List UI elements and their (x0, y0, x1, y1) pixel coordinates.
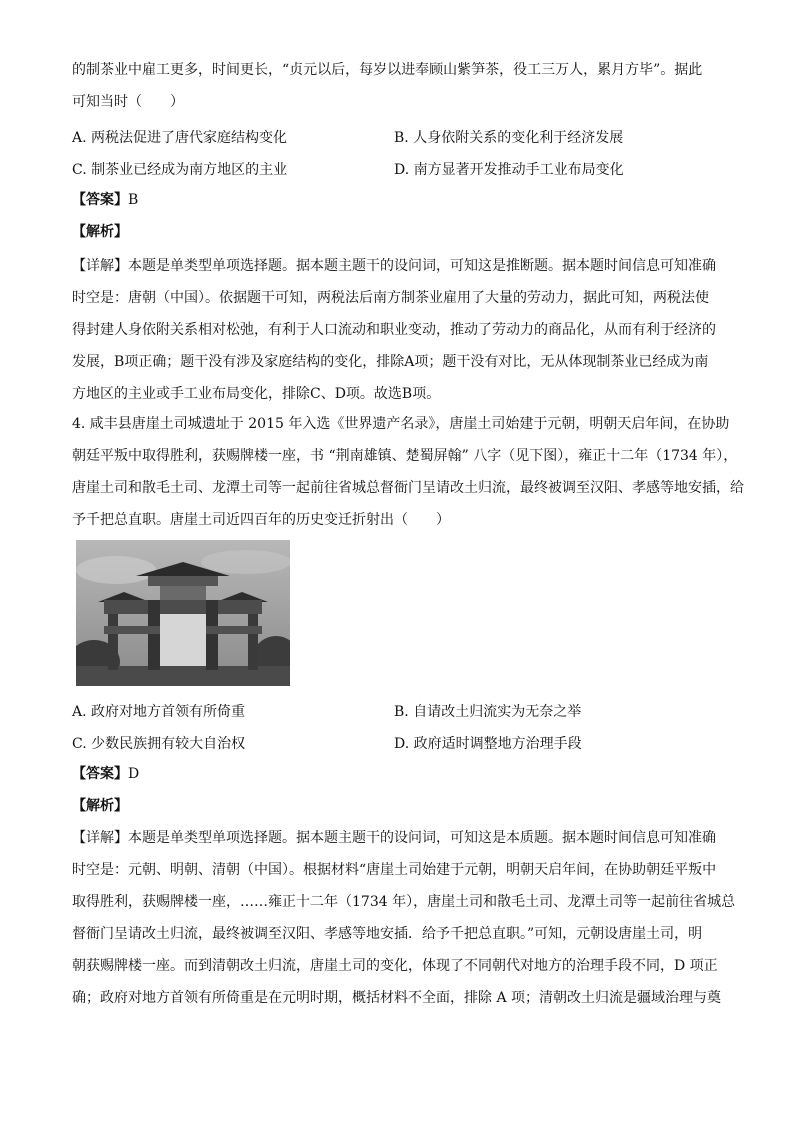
q4-stem-line-2: 朝廷平叛中取得胜利，获赐牌楼一座，书 “荆南雄镇、楚蜀屏翰” 八字（见下图），雍正十二年（1734 年）， (72, 448, 738, 464)
archway-illustration (76, 540, 290, 686)
q3-detail-line-3: 得封建人身依附关系相对松弛，有利于人口流动和职业变动，推动了劳动力的商品化，从而有利于经济的 (72, 322, 716, 338)
q3-detail-line-5: 方地区的主业或手工业布局变化，排除C、D项。故选B项。 (72, 386, 441, 402)
q4-option-c: C. 少数民族拥有较大自治权 (72, 736, 246, 752)
q3-detail-line-1: 【详解】本题是单类型单项选择题。据本题主题干的设问词，可知这是推断题。据本题时间信息可知准确 (72, 258, 716, 274)
q3-option-c: C. 制茶业已经成为南方地区的主业 (72, 162, 288, 178)
q4-analysis-tag: 【解析】 (72, 798, 128, 814)
q4-option-a: A. 政府对地方首领有所倚重 (72, 704, 246, 720)
archway-photo (76, 540, 290, 686)
q4-stem-line-4: 予千把总直职。唐崖土司近四百年的历史变迁折射出（ ） (72, 512, 450, 528)
q4-detail-line-4: 督衙门呈请改土归流，最终被调至汉阳、孝感等地安插．给予千把总直职。”可知，元朝设唐崖土司，明 (72, 926, 703, 942)
q4-detail-line-2: 时空是：元朝、明朝、清朝（中国）。根据材料“唐崖土司始建于元朝，明朝天启年间，在协助朝廷平叛中 (72, 862, 717, 878)
q3-stem-line-1: 的制茶业中雇工更多，时间更长，“贞元以后，每岁以进奉顾山紫笋茶，役工三万人，累月方毕”。据此 (72, 62, 703, 78)
q3-analysis-tag: 【解析】 (72, 224, 128, 240)
q3-answer-value: B (128, 192, 139, 208)
q4-answer-tag: 【答案】 (72, 766, 128, 782)
q4-option-d: D. 政府适时调整地方治理手段 (394, 736, 582, 752)
q4-stem-line-3: 唐崖土司和散毛土司、龙潭土司等一起前往省城总督衙门呈请改土归流，最终被调至汉阳、孝感等地安插，给 (72, 480, 744, 496)
q4-stem-line-1: 4. 咸丰县唐崖土司城遗址于 2015 年入选《世界遗产名录》，唐崖土司始建于元朝，明朝天启年间，在协助 (72, 416, 730, 432)
q4-answer-row (72, 764, 139, 784)
q4-answer-value: D (128, 766, 140, 782)
q4-detail-line-5: 朝获赐牌楼一座。而到清朝改土归流，唐崖土司的变化，体现了不同朝代对地方的治理手段不同，D 项正 (72, 958, 718, 974)
q4-option-b: B. 自请改土归流实为无奈之举 (394, 704, 582, 720)
q3-option-b: B. 人身依附关系的变化利于经济发展 (394, 130, 624, 146)
q4-detail-line-3: 取得胜利，获赐牌楼一座，……雍正十二年（1734 年），唐崖土司和散毛土司、龙潭土司等一起前往省城总 (72, 894, 736, 910)
q3-detail-line-2: 时空是：唐朝（中国）。依据题干可知，两税法后南方制茶业雇用了大量的劳动力，据此可知，两税法使 (72, 290, 709, 306)
q3-stem-line-2: 可知当时（ ） (72, 94, 184, 110)
q3-option-a: A. 两税法促进了唐代家庭结构变化 (72, 130, 288, 146)
q3-answer-tag: 【答案】 (72, 192, 128, 208)
q3-answer-row (72, 190, 138, 210)
q3-detail-line-4: 发展，B项正确；题干没有涉及家庭结构的变化，排除A项；题干没有对比，无从体现制茶业已经成为南 (72, 354, 709, 370)
q4-detail-line-6: 确；政府对地方首领有所倚重是在元明时期，概括材料不全面，排除 A 项；清朝改土归流是疆域治理与奠 (72, 990, 722, 1006)
q4-detail-line-1: 【详解】本题是单类型单项选择题。据本题主题干的设问词，可知这是本质题。据本题时间信息可知准确 (72, 830, 716, 846)
q3-option-d: D. 南方显著开发推动手工业布局变化 (394, 162, 624, 178)
